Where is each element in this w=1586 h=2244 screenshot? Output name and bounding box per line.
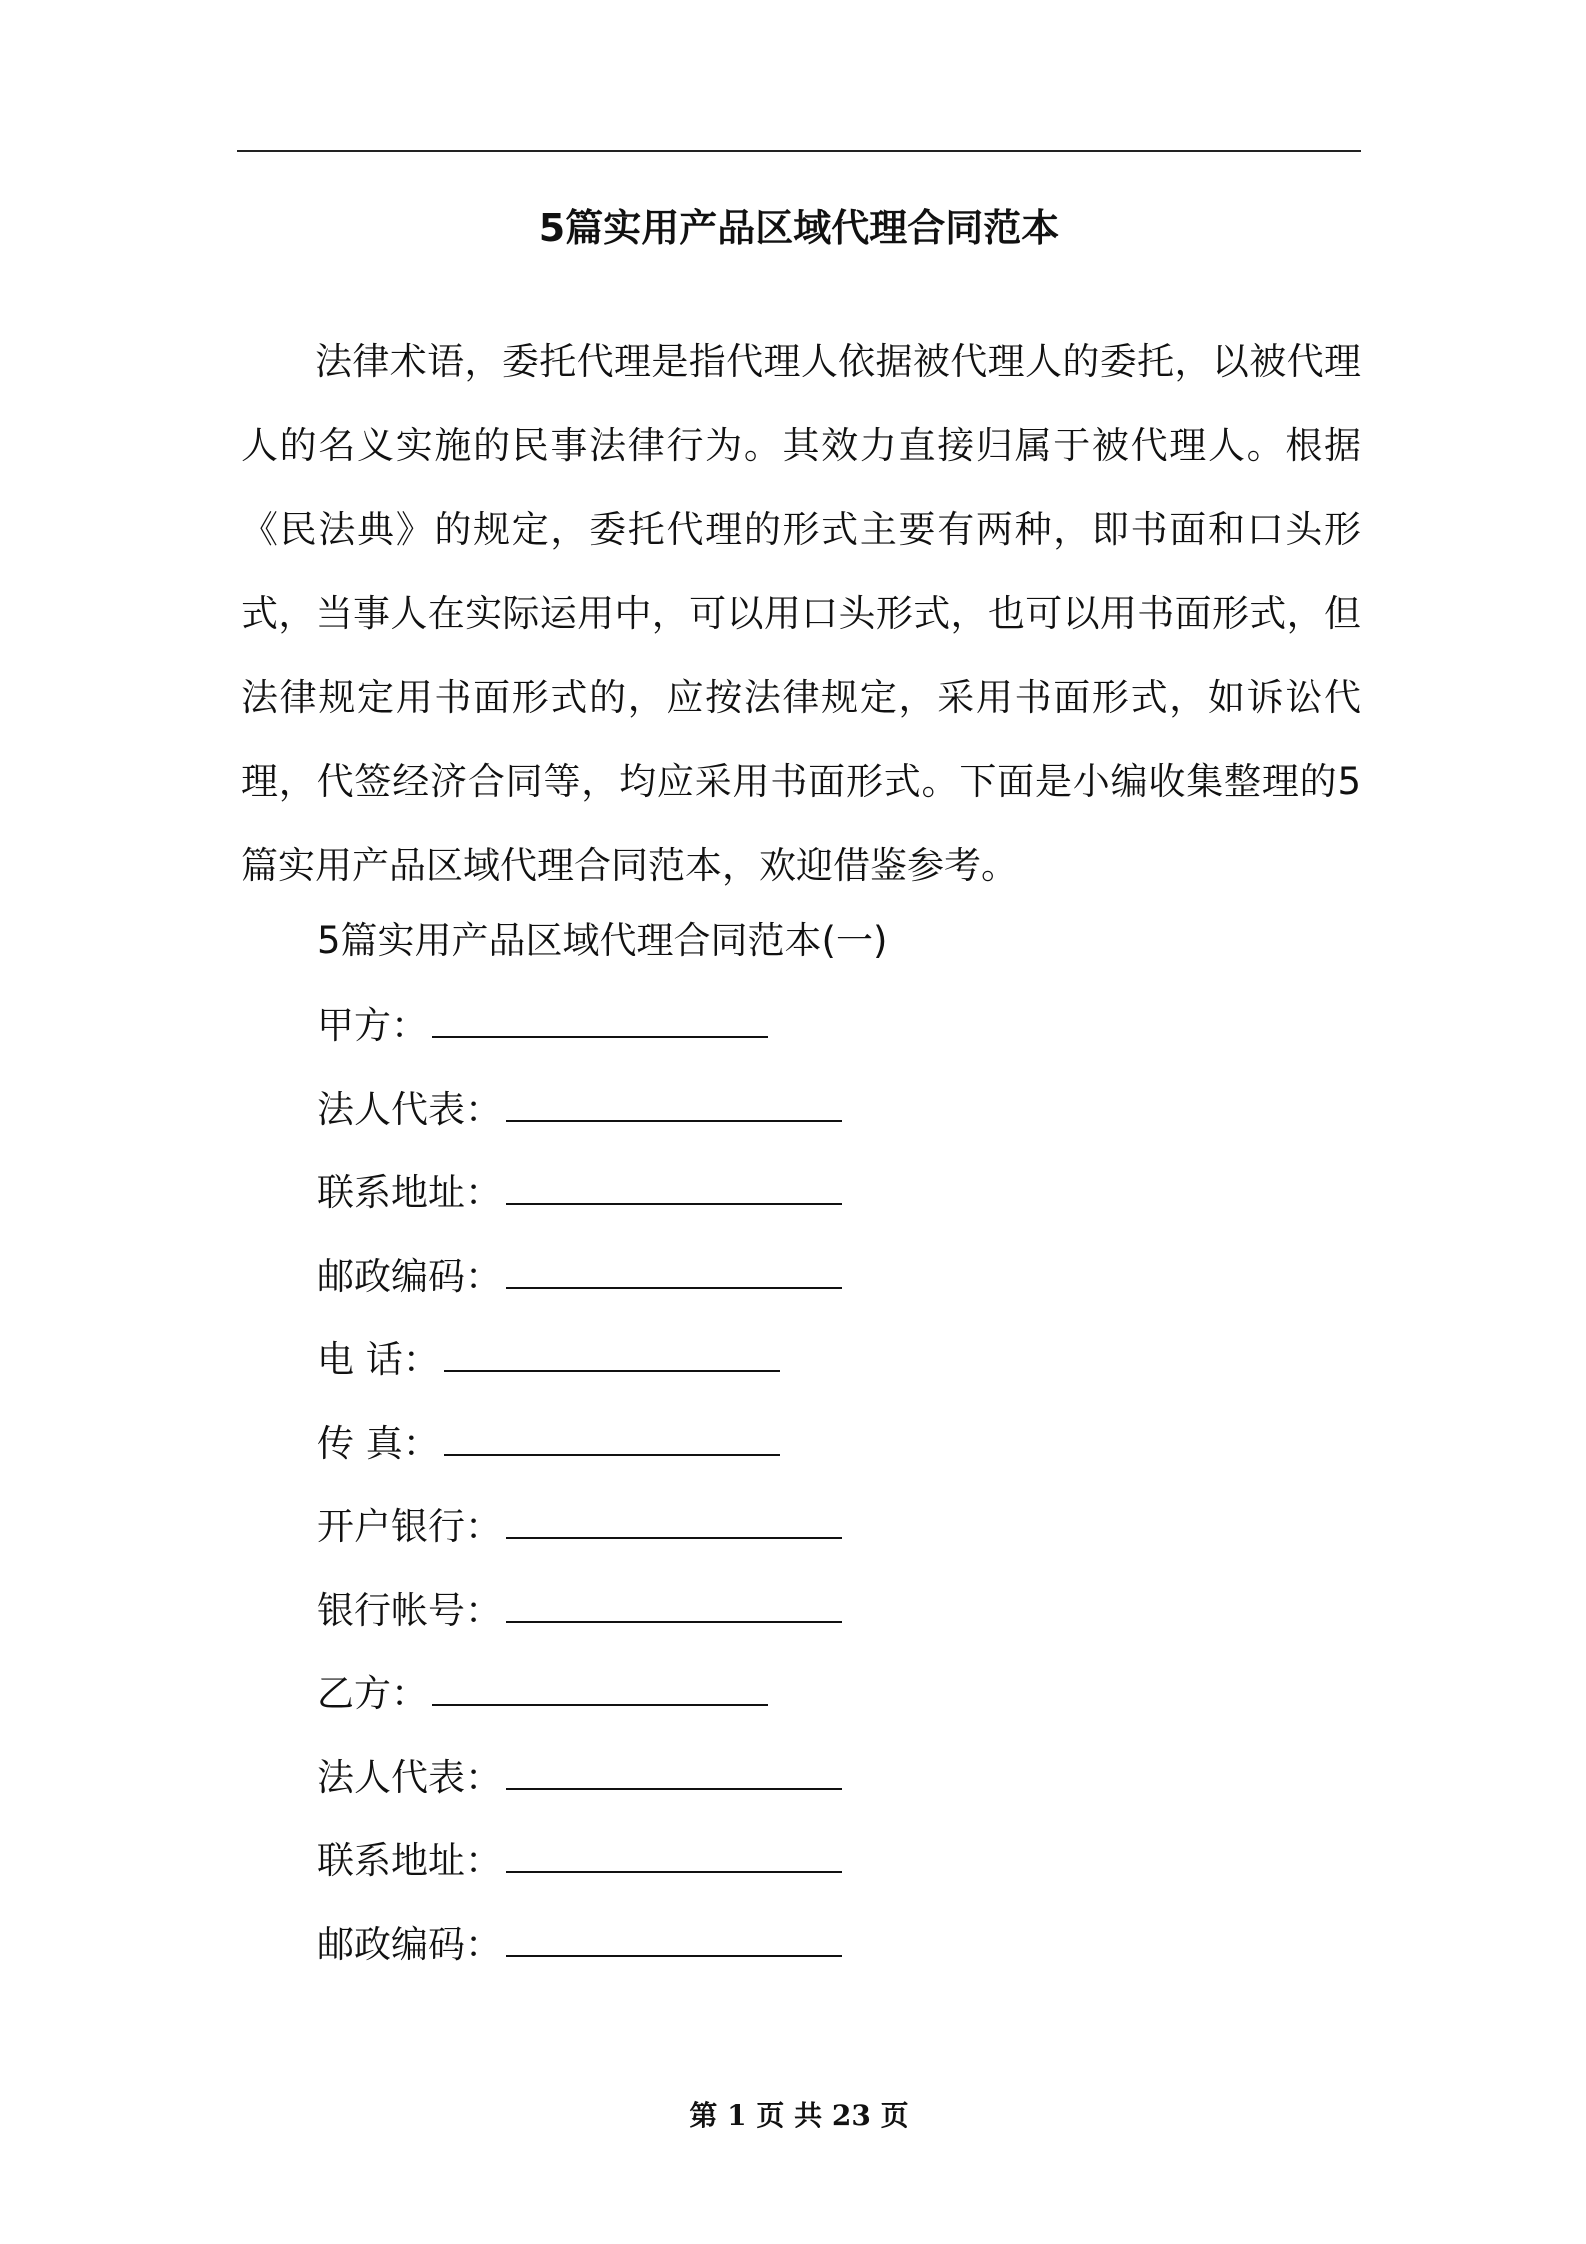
field-label: 法人代表： (317, 1088, 502, 1131)
page-indicator: 第 1 页 共 23 页 (689, 2099, 909, 2132)
field-line (317, 1499, 842, 1553)
field-label: 法人代表： (317, 1756, 502, 1799)
fill-in-blank[interactable] (506, 1082, 842, 1122)
fill-in-blank[interactable] (506, 1917, 842, 1957)
field-line (317, 1833, 842, 1887)
document-title: 5篇实用产品区域代理合同范本 (538, 206, 1060, 250)
field-line (317, 1249, 842, 1303)
field-label: 传 真： (317, 1422, 440, 1465)
field-label: 邮政编码： (317, 1255, 502, 1298)
field-label: 甲方： (317, 1004, 428, 1047)
fill-in-blank[interactable] (432, 1666, 768, 1706)
section-heading: 5篇实用产品区域代理合同范本(一) (317, 919, 888, 962)
fill-in-blank[interactable] (506, 1165, 842, 1205)
field-label: 联系地址： (317, 1839, 502, 1882)
fill-in-blank[interactable] (444, 1416, 780, 1456)
fill-in-blank[interactable] (506, 1499, 842, 1539)
field-label: 乙方： (317, 1672, 428, 1715)
fill-in-blank[interactable] (444, 1332, 780, 1372)
field-label: 电 话： (317, 1338, 440, 1381)
intro-paragraph: 法律术语，委托代理是指代理人依据被代理人的委托，以被代理人的名义实施的民事法律行为。其效力直接归属于被代理人。根据《民法典》的规定，委托代理的形式主要有两种，即书面和口头形式，当事人在实际运用中，可以用口头形式，也可以用书面形式，但法律规定用书面形式的，应按法律规定，采用书面形式，如诉讼代理，代签经济合同等，均应采用书面形式。下面是小编收集整理的5篇实用产品区域代理合同范本，欢迎借鉴参考。 (241, 340, 1361, 887)
field-line (317, 998, 768, 1052)
fill-in-blank[interactable] (506, 1750, 842, 1790)
field-label: 银行帐号： (317, 1589, 502, 1632)
field-line (317, 1917, 842, 1971)
field-line (317, 1583, 842, 1637)
header-divider (237, 150, 1361, 152)
field-line (317, 1082, 842, 1136)
field-line (317, 1165, 842, 1219)
field-line (317, 1750, 842, 1804)
field-line (317, 1332, 780, 1386)
field-label: 邮政编码： (317, 1923, 502, 1966)
fill-in-blank[interactable] (506, 1833, 842, 1873)
fill-in-blank[interactable] (506, 1583, 842, 1623)
field-label: 开户银行： (317, 1505, 502, 1548)
field-line (317, 1666, 768, 1720)
field-line (317, 1416, 780, 1470)
fill-in-blank[interactable] (506, 1249, 842, 1289)
fill-in-blank[interactable] (432, 998, 768, 1038)
field-label: 联系地址： (317, 1171, 502, 1214)
